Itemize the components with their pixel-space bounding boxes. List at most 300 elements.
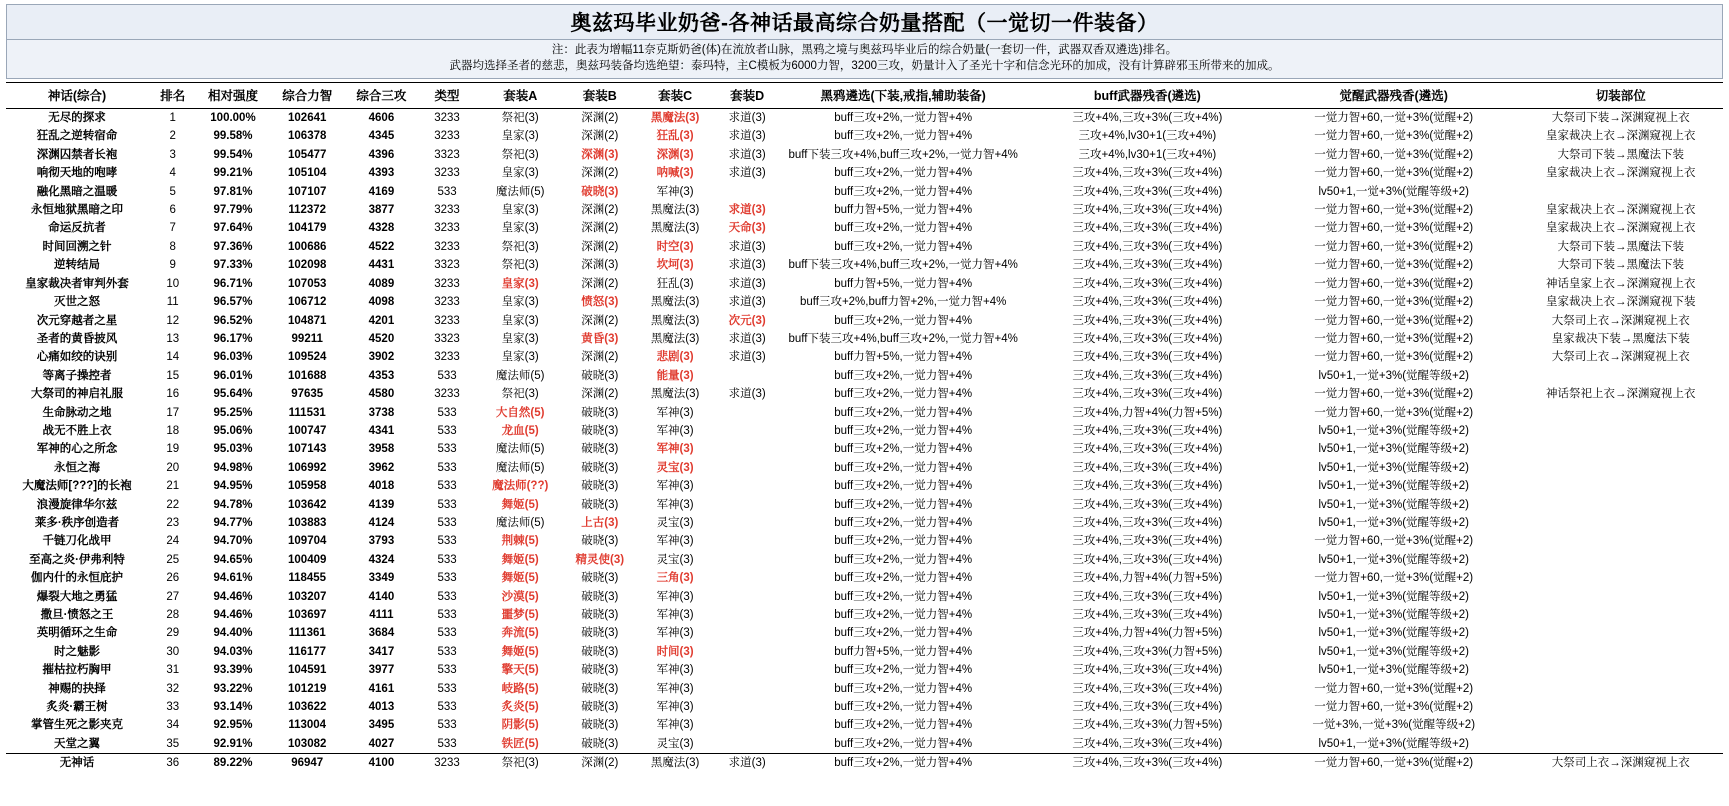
row-rank: 36 (148, 754, 197, 773)
row-type: 533 (437, 737, 457, 750)
row-set-c: 灵宝(3) (656, 553, 694, 566)
table-row (6, 219, 1723, 237)
row-set-d (714, 367, 781, 385)
row-relative: 93.39% (213, 664, 253, 677)
row-buff-weapon: 三攻+4%,lv30+1(三攻+4%) (1078, 148, 1217, 161)
row-set-d (714, 496, 781, 514)
row-relative: 96.03% (213, 351, 253, 364)
row-set-a: 祭祀(3) (501, 112, 539, 125)
row-buff-weapon: 三攻+4%,三攻+3%(三攻+4%) (1072, 222, 1223, 235)
row-set-d: 天命(3) (728, 222, 766, 235)
row-set-a: 魔法师(5) (495, 369, 545, 382)
row-set-c: 军神(3) (656, 682, 694, 695)
row-crow: buff三攻+2%,一觉力智+4% (834, 701, 973, 714)
row-set-d (714, 588, 781, 606)
row-buff-weapon: 三攻+4%,lv30+1(三攻+4%) (1078, 130, 1217, 143)
row-set-d: 求道(3) (714, 754, 781, 773)
row-set-b: 破晓(3) (581, 424, 619, 437)
row-parts (1519, 716, 1724, 734)
row-set-b: 深渊(2) (581, 314, 619, 327)
row-set-d: 求道(3) (728, 332, 766, 345)
row-awaken-weapon: lv50+1,一觉+3%(觉醒等级+2) (1318, 627, 1469, 640)
row-power-int: 112372 (288, 204, 327, 217)
row-power-atk: 4520 (368, 332, 395, 345)
row-power-int: 109524 (288, 351, 327, 364)
row-crow: buff三攻+2%,一觉力智+4% (834, 240, 973, 253)
row-set-b: 破晓(3) (581, 443, 619, 456)
row-parts (1519, 661, 1724, 679)
row-parts: 大祭司上衣→深渊窥视上衣 (1519, 754, 1724, 773)
row-set-b: 深渊(2) (581, 222, 619, 235)
table-row (6, 569, 1723, 587)
row-set-d (714, 459, 781, 477)
row-relative: 95.06% (213, 424, 253, 437)
row-awaken-weapon: lv50+1,一觉+3%(觉醒等级+2) (1318, 443, 1469, 456)
row-set-d (714, 440, 781, 458)
row-parts: 大祭司下装→黑魔法下装 (1557, 259, 1684, 272)
row-set-b: 破晓(3) (581, 461, 619, 474)
row-crow: buff三攻+2%,一觉力智+4% (834, 130, 973, 143)
row-set-a: 皇家(3) (501, 130, 539, 143)
row-power-int: 101219 (288, 682, 327, 695)
row-rank: 21 (166, 480, 180, 493)
table-row (6, 348, 1723, 366)
header-row (6, 83, 1723, 109)
row-type: 3233 (434, 240, 460, 253)
row-awaken-weapon: lv50+1,一觉+3%(觉醒等级+2) (1318, 664, 1469, 677)
row-crow: buff三攻+2%,一觉力智+4% (834, 369, 973, 382)
row-relative: 94.65% (213, 553, 253, 566)
row-set-b: 深渊(2) (581, 112, 619, 125)
row-set-a: 龙血(5) (501, 424, 539, 437)
row-set-c: 军神(3) (656, 185, 694, 198)
row-relative: 99.54% (213, 148, 253, 161)
table-row (6, 367, 1723, 385)
row-parts: 皇家裁决上衣→深渊窥视上衣 (1546, 204, 1696, 217)
row-type: 3233 (434, 351, 460, 364)
row-name: 深渊囚禁者长袍 (36, 148, 118, 161)
row-relative: 96.52% (213, 314, 253, 327)
row-set-d: 求道(3) (728, 296, 766, 309)
table-row (6, 514, 1723, 532)
row-relative: 97.64% (213, 222, 253, 235)
row-name: 摧枯拉朽胸甲 (42, 664, 112, 677)
row-name: 战无不胜上衣 (42, 424, 112, 437)
row-power-atk: 3793 (368, 535, 395, 548)
row-buff-weapon: 三攻+4%,三攻+3%(三攻+4%) (1072, 609, 1223, 621)
row-buff-weapon: 三攻+4%,三攻+3%(三攻+4%) (1072, 682, 1223, 695)
row-buff-weapon: 三攻+4%,三攻+3%(三攻+4%) (1072, 498, 1223, 511)
row-buff-weapon: 三攻+4%,三攻+3%(三攻+4%) (1072, 701, 1223, 714)
row-power-atk: 4345 (368, 130, 395, 143)
row-crow: buff下装三攻+4%,buff三攻+2%,一觉力智+4% (788, 332, 1018, 345)
row-set-b: 深渊(2) (581, 277, 619, 290)
row-type: 3233 (434, 130, 460, 143)
row-power-atk: 4353 (368, 369, 395, 382)
table-row (6, 606, 1723, 624)
row-awaken-weapon: lv50+1,一觉+3%(觉醒等级+2) (1318, 369, 1469, 382)
row-set-c: 黑魔法(3) (650, 332, 700, 345)
col-set-a: 套装A (477, 83, 563, 109)
row-type: 3323 (434, 148, 460, 161)
row-crow: buff三攻+2%,一觉力智+4% (834, 627, 973, 640)
row-awaken-weapon: 一觉力智+60,一觉+3%(觉醒+2) (1269, 754, 1519, 773)
row-name: 无神话 (6, 754, 148, 773)
row-set-b: 深渊(3) (581, 259, 619, 272)
row-set-c: 军神(3) (656, 719, 694, 732)
row-awaken-weapon: lv50+1,一觉+3%(觉醒等级+2) (1318, 424, 1469, 437)
row-rank: 5 (169, 185, 176, 198)
row-name: 逆转结局 (54, 259, 100, 272)
row-set-a: 魔法师(5) (495, 516, 545, 529)
row-buff-weapon: 三攻+4%,三攻+3%(三攻+4%) (1072, 185, 1223, 198)
col-type: 类型 (417, 83, 477, 109)
row-set-a: 魔法师(5) (495, 185, 545, 198)
row-set-a: 皇家(3) (501, 167, 539, 180)
row-rank: 20 (166, 461, 180, 474)
table-row (6, 698, 1723, 716)
row-set-c: 灵宝(3) (656, 737, 694, 750)
row-rank: 25 (166, 553, 180, 566)
table-row (6, 127, 1723, 145)
row-crow: buff三攻+2%,一觉力智+4% (834, 443, 973, 456)
row-buff-weapon: 三攻+4%,三攻+3%(三攻+4%) (1072, 480, 1223, 493)
row-buff-weapon: 三攻+4%,三攻+3%(三攻+4%) (1072, 535, 1223, 548)
row-set-d (714, 404, 781, 422)
row-power-atk: 4522 (368, 240, 395, 253)
row-crow: buff三攻+2%,一觉力智+4% (834, 516, 973, 529)
row-crow: buff力智+5%,一觉力智+4% (834, 351, 973, 364)
row-power-int: 111531 (288, 406, 326, 419)
row-buff-weapon: 三攻+4%,三攻+3%(三攻+4%) (1072, 167, 1223, 180)
row-name: 千链刀化战甲 (42, 535, 112, 548)
row-set-a: 铁匠(5) (501, 737, 539, 750)
row-type: 3233 (434, 277, 460, 290)
row-set-d: 求道(3) (728, 388, 766, 401)
row-set-c: 军神(3) (656, 701, 694, 714)
row-parts (1519, 496, 1724, 514)
row-power-int: 113004 (288, 719, 327, 732)
row-crow: buff三攻+2%,一觉力智+4% (834, 185, 973, 198)
table-header (6, 83, 1723, 109)
row-set-a: 祭祀(3) (501, 388, 539, 401)
row-name: 永恒之海 (54, 461, 100, 474)
row-power-atk: 3349 (368, 572, 395, 585)
row-set-a: 祭祀(3) (477, 754, 563, 773)
row-awaken-weapon: 一觉力智+60,一觉+3%(觉醒+2) (1314, 682, 1474, 695)
row-set-c: 三角(3) (656, 572, 694, 585)
row-rank: 1 (169, 112, 176, 125)
row-set-c: 灵宝(3) (656, 461, 694, 474)
row-parts (1519, 532, 1724, 550)
row-crow: buff力智+5%,一觉力智+4% (834, 645, 973, 658)
row-set-a: 魔法师(5) (495, 461, 545, 474)
row-power-atk: 3902 (368, 351, 395, 364)
row-rank: 31 (166, 664, 180, 677)
col-awaken-weapon: 觉醒武器残香(遴选) (1269, 83, 1519, 109)
row-set-a: 舞姬(5) (501, 572, 539, 585)
row-set-c: 黑魔法(3) (636, 754, 713, 773)
row-set-c: 坎坷(3) (656, 259, 694, 272)
row-relative: 97.36% (213, 240, 253, 253)
row-buff-weapon: 三攻+4%,三攻+3%(三攻+4%) (1072, 516, 1223, 529)
row-parts: 皇家裁决下装→黑魔法下装 (1551, 332, 1690, 345)
row-rank: 16 (166, 388, 180, 401)
row-set-b: 精灵使(3) (575, 553, 625, 566)
row-relative: 94.98% (213, 461, 253, 474)
row-set-b: 破晓(3) (581, 737, 619, 750)
row-name: 大魔法师[???]的长袍 (22, 480, 132, 493)
row-rank: 24 (166, 535, 180, 548)
col-power-int: 综合力智 (268, 83, 345, 109)
row-buff-weapon: 三攻+4%,三攻+3%(三攻+4%) (1072, 590, 1223, 603)
row-relative: 92.91% (213, 737, 253, 750)
row-set-d (714, 716, 781, 734)
row-type: 533 (437, 185, 457, 198)
row-power-int: 101688 (288, 369, 327, 382)
row-set-a: 舞姬(5) (501, 645, 539, 658)
row-power-atk: 4089 (368, 277, 395, 290)
row-type: 533 (437, 535, 457, 548)
row-parts (1519, 643, 1724, 661)
row-type: 3233 (434, 204, 460, 217)
row-name: 军神的心之所念 (36, 443, 118, 456)
row-set-c: 黑魔法(3) (650, 222, 700, 235)
row-relative: 94.70% (213, 535, 253, 548)
row-relative: 89.22% (197, 754, 268, 773)
row-crow: buff三攻+2%,一觉力智+4% (834, 609, 973, 621)
row-rank: 13 (166, 332, 180, 345)
row-power-atk: 3977 (368, 664, 395, 677)
table-row (6, 588, 1723, 606)
row-parts: 神话皇家上衣→深渊窥视上衣 (1546, 277, 1696, 290)
row-set-b: 愤怒(3) (581, 296, 619, 309)
row-relative: 95.64% (213, 388, 253, 401)
row-set-c: 黑魔法(3) (650, 314, 700, 327)
row-type: 533 (437, 443, 457, 456)
row-power-int: 103642 (288, 498, 327, 511)
row-type: 533 (437, 498, 457, 511)
col-set-c: 套装C (636, 83, 713, 109)
row-buff-weapon: 三攻+4%,三攻+3%(力智+5%) (1072, 719, 1223, 732)
row-power-int: 116177 (288, 645, 327, 658)
row-crow: buff三攻+2%,一觉力智+4% (781, 754, 1026, 773)
row-name: 心痛如绞的诀别 (36, 351, 118, 364)
table-row (6, 477, 1723, 495)
row-set-a: 祭祀(3) (501, 148, 539, 161)
spreadsheet-page (0, 4, 1729, 806)
row-parts (1519, 680, 1724, 698)
row-parts: 大祭司下装→深渊窥视上衣 (1551, 112, 1690, 125)
row-set-b: 黄昏(3) (581, 332, 619, 345)
row-rank: 8 (169, 240, 176, 253)
row-power-int: 102641 (288, 112, 327, 125)
row-type: 533 (437, 461, 457, 474)
row-crow: buff三攻+2%,一觉力智+4% (834, 424, 973, 437)
row-set-b: 破晓(3) (581, 719, 619, 732)
row-parts: 神话祭祀上衣→深渊窥视上衣 (1546, 388, 1696, 401)
row-relative: 94.40% (213, 627, 253, 640)
row-crow: buff三攻+2%,一觉力智+4% (834, 406, 973, 419)
row-rank: 22 (166, 498, 180, 511)
row-set-c: 军神(3) (656, 406, 694, 419)
row-relative: 94.77% (213, 516, 253, 529)
col-crow: 黑鸦遴选(下装,戒指,辅助装备) (781, 83, 1026, 109)
row-buff-weapon: 三攻+4%,三攻+3%(力智+5%) (1072, 645, 1223, 658)
row-set-c: 军神(3) (656, 443, 694, 456)
row-power-int: 103207 (288, 590, 327, 603)
row-relative: 94.78% (213, 498, 253, 511)
row-set-d: 求道(3) (728, 259, 766, 272)
row-type: 3323 (434, 332, 460, 345)
col-rank: 排名 (148, 83, 197, 109)
table-row (6, 238, 1723, 256)
row-set-d (714, 551, 781, 569)
row-crow: buff三攻+2%,一觉力智+4% (834, 461, 973, 474)
row-relative: 92.95% (213, 719, 253, 732)
row-set-b: 破晓(3) (581, 609, 619, 621)
row-awaken-weapon: 一觉力智+60,一觉+3%(觉醒+2) (1314, 240, 1474, 253)
table-row (6, 275, 1723, 293)
row-set-d: 求道(3) (728, 148, 766, 161)
row-relative: 100.00% (210, 112, 256, 125)
row-set-a: 舞姬(5) (501, 553, 539, 566)
row-type: 533 (437, 480, 457, 493)
table-row (6, 422, 1723, 440)
row-set-a: 祭祀(3) (501, 240, 539, 253)
row-awaken-weapon: 一觉力智+60,一觉+3%(觉醒+2) (1314, 277, 1474, 290)
row-type: 533 (437, 664, 457, 677)
row-power-int: 103622 (288, 701, 327, 714)
row-buff-weapon: 三攻+4%,三攻+3%(三攻+4%) (1072, 351, 1223, 364)
row-set-c: 深渊(3) (656, 148, 694, 161)
row-set-c: 悲剧(3) (656, 351, 694, 364)
row-rank: 26 (166, 572, 180, 585)
row-awaken-weapon: lv50+1,一觉+3%(觉醒等级+2) (1318, 185, 1469, 198)
row-awaken-weapon: lv50+1,一觉+3%(觉醒等级+2) (1318, 516, 1469, 529)
row-parts (1519, 183, 1724, 201)
row-set-a: 魔法师(5) (495, 443, 545, 456)
table-row (6, 551, 1723, 569)
table-body (6, 109, 1723, 773)
row-power-int: 103697 (288, 609, 327, 621)
row-set-a: 皇家(3) (501, 332, 539, 345)
table-row (6, 256, 1723, 274)
row-set-a: 皇家(3) (501, 351, 539, 364)
row-relative: 96.01% (213, 369, 253, 382)
row-type: 3233 (434, 296, 460, 309)
row-power-int: 97635 (291, 388, 324, 401)
row-power-atk: 4124 (368, 516, 395, 529)
row-awaken-weapon: 一觉力智+60,一觉+3%(觉醒+2) (1314, 406, 1474, 419)
row-name: 命运反抗者 (48, 222, 106, 235)
row-set-b: 深渊(2) (581, 130, 619, 143)
row-set-d (714, 477, 781, 495)
row-rank: 6 (169, 204, 176, 217)
row-set-c: 黑魔法(3) (650, 388, 700, 401)
row-rank: 29 (166, 627, 180, 640)
table-row (6, 643, 1723, 661)
row-set-d (714, 183, 781, 201)
row-type: 533 (437, 682, 457, 695)
row-buff-weapon: 三攻+4%,力智+4%(力智+5%) (1072, 406, 1223, 419)
row-awaken-weapon: lv50+1,一觉+3%(觉醒等级+2) (1318, 461, 1469, 474)
row-power-atk: 4161 (368, 682, 395, 695)
row-rank: 33 (166, 701, 180, 714)
col-parts: 切装部位 (1519, 83, 1724, 109)
row-power-int: 107053 (288, 277, 327, 290)
table-row (6, 716, 1723, 734)
row-set-d: 求道(3) (728, 167, 766, 180)
row-type: 533 (437, 719, 457, 732)
col-set-b: 套装B (563, 83, 636, 109)
row-awaken-weapon: lv50+1,一觉+3%(觉醒等级+2) (1318, 737, 1469, 750)
row-crow: buff三攻+2%,一觉力智+4% (834, 553, 973, 566)
row-set-a: 皇家(3) (501, 314, 539, 327)
note-line-1: 注：此表为增幅11奈克斯奶爸(体)在流放者山脉，黑鸦之境与奥兹玛毕业后的综合奶量(一套切一件，武器双香双遴选)排名。 (551, 44, 1178, 56)
row-power-atk: 3495 (368, 719, 395, 732)
row-parts: 皇家裁决上衣→深渊窥视上衣 (1546, 167, 1696, 180)
row-crow: buff下装三攻+4%,buff三攻+2%,一觉力智+4% (788, 148, 1018, 161)
row-power-int: 106712 (288, 296, 327, 309)
row-type: 533 (437, 645, 457, 658)
row-rank: 27 (166, 590, 180, 603)
row-relative: 95.03% (213, 443, 253, 456)
row-awaken-weapon: lv50+1,一觉+3%(觉醒等级+2) (1318, 645, 1469, 658)
row-name: 撒旦·愤怒之王 (40, 609, 114, 621)
row-set-d (714, 532, 781, 550)
row-relative: 96.17% (213, 332, 253, 345)
row-rank: 11 (166, 296, 179, 309)
row-set-a: 阴影(5) (501, 719, 539, 732)
row-awaken-weapon: 一觉力智+60,一觉+3%(觉醒+2) (1314, 388, 1474, 401)
row-set-d: 求道(3) (728, 204, 766, 217)
row-awaken-weapon: lv50+1,一觉+3%(觉醒等级+2) (1318, 553, 1469, 566)
row-type: 533 (437, 406, 457, 419)
row-power-int: 111361 (288, 627, 326, 640)
row-relative: 94.61% (213, 572, 253, 585)
row-power-atk: 4324 (368, 553, 395, 566)
row-awaken-weapon: lv50+1,一觉+3%(觉醒等级+2) (1318, 480, 1469, 493)
row-set-d (714, 680, 781, 698)
row-name: 时间回溯之针 (42, 240, 112, 253)
row-parts (1519, 569, 1724, 587)
row-type: 533 (437, 609, 457, 621)
row-power-int: 106378 (288, 130, 327, 143)
row-buff-weapon: 三攻+4%,三攻+3%(三攻+4%) (1072, 296, 1223, 309)
row-power-atk: 3958 (368, 443, 395, 456)
row-relative: 94.03% (213, 645, 253, 658)
row-relative: 94.46% (213, 590, 253, 603)
ranking-table (6, 82, 1723, 773)
row-name: 莱多·秩序创造者 (34, 516, 120, 529)
row-type: 3323 (434, 259, 460, 272)
row-power-atk: 3877 (368, 204, 395, 217)
row-set-b: 深渊(2) (581, 204, 619, 217)
row-power-int: 104591 (288, 664, 327, 677)
row-crow: buff三攻+2%,一觉力智+4% (834, 112, 973, 125)
row-set-c: 呐喊(3) (656, 167, 694, 180)
row-type: 533 (437, 590, 457, 603)
row-power-int: 106992 (288, 461, 327, 474)
row-name: 生命脉动之地 (42, 406, 112, 419)
row-name: 天堂之翼 (54, 737, 100, 750)
row-power-atk: 4328 (368, 222, 395, 235)
row-rank: 12 (166, 314, 180, 327)
row-power-int: 99211 (291, 332, 323, 345)
row-power-int: 105958 (288, 480, 327, 493)
row-rank: 30 (166, 645, 180, 658)
